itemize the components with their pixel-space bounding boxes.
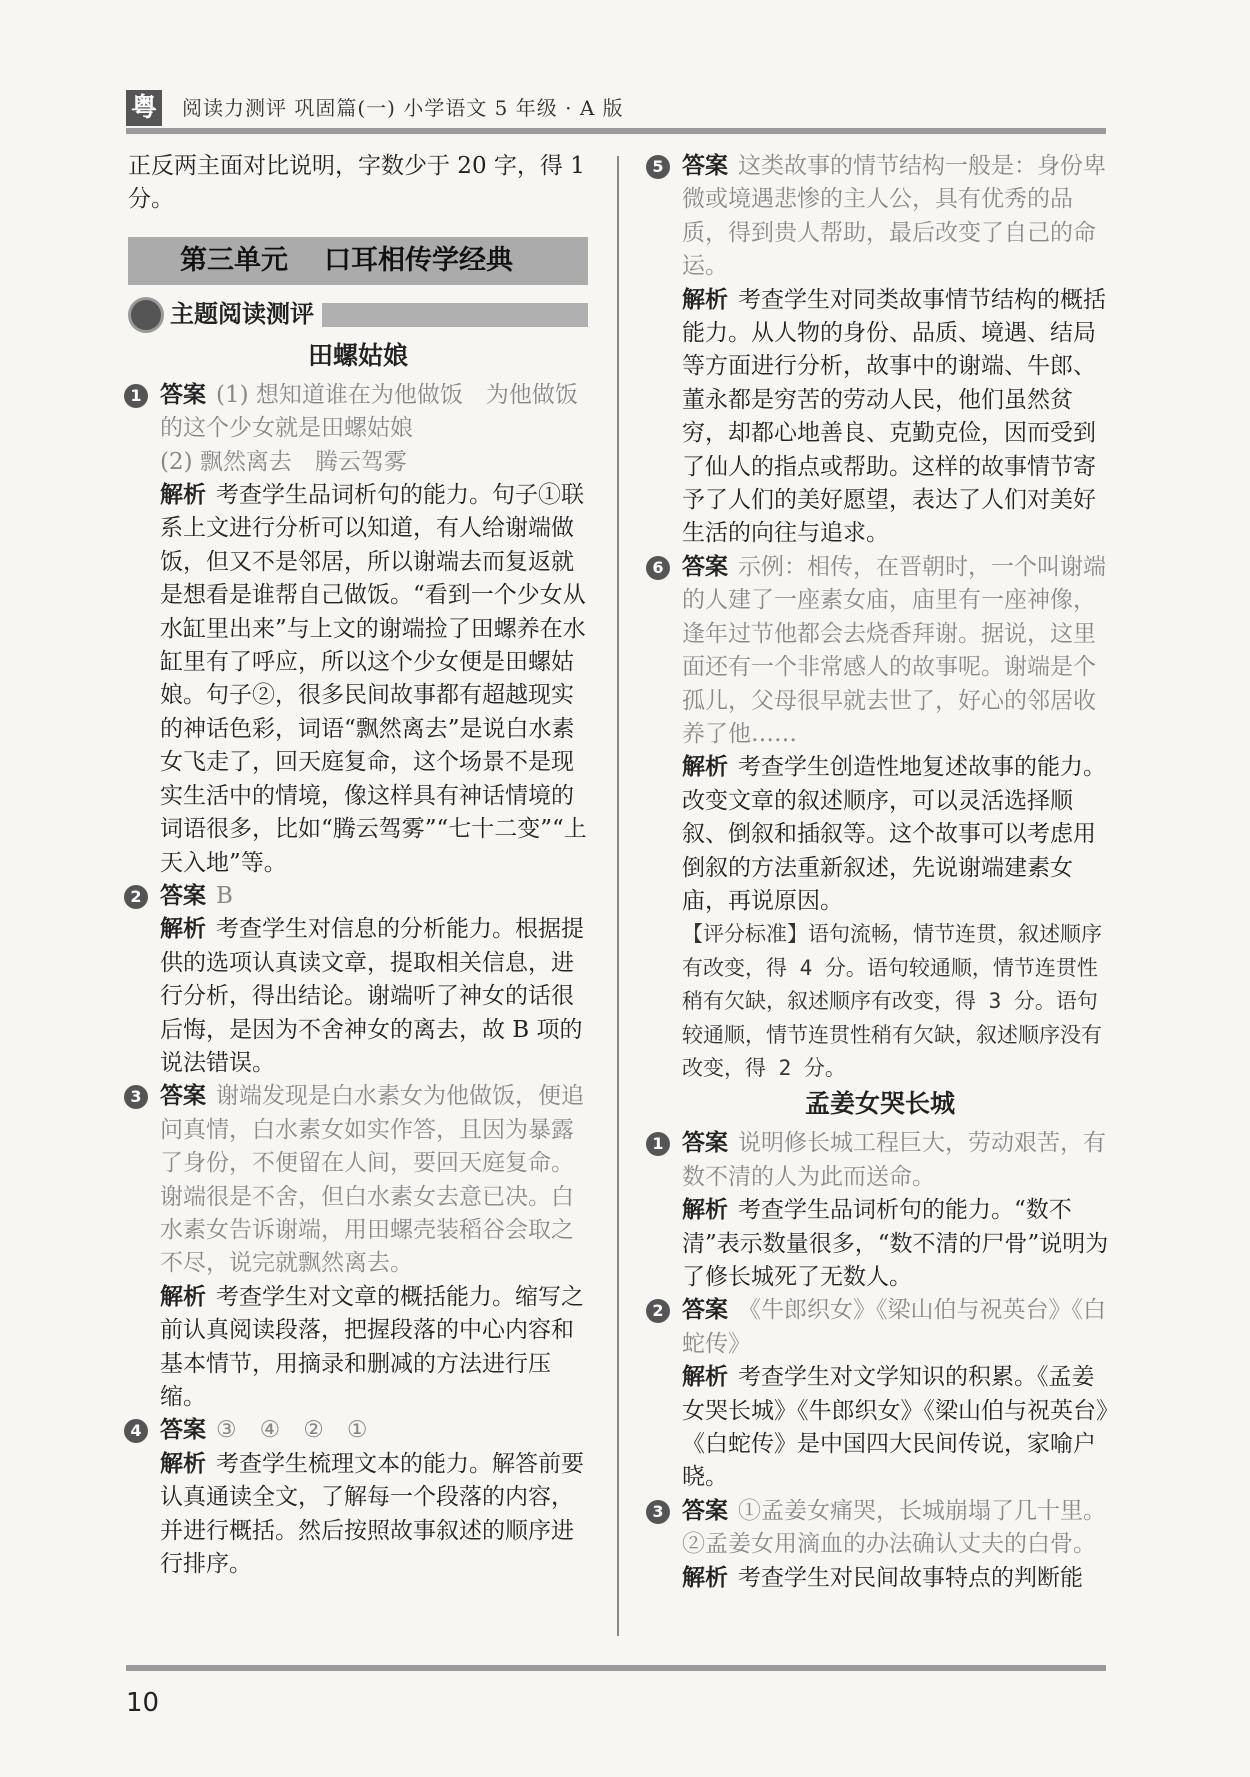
answer-tag: 答案 xyxy=(160,1083,206,1110)
story-title: 孟姜女哭长城 xyxy=(804,1089,955,1119)
answer-tag: 答案 xyxy=(682,553,728,580)
analysis-text: 考查学生品词析句的能力。句子①联系上文进行分析可以知道，有人给谢端做饭，但又不是邻居，所以谢端去而复返就是想看是谁帮自己做饭。“看到一个少女从水缸里出来”与上文的谢端捡了田螺养在水缸里有了呼应，所以这个少女便是田螺姑娘。句子②，很多民间故事都有超越现实的神话色彩，词语“飘然离去”是说白水素女飞走了，回天庭复命，这个场景不是现实生活中的情境，像这样具有神话情境的词语很多，比如“腾云驾雾”“七十二变”“上天入地”等。 xyxy=(160,482,587,876)
answer-item xyxy=(650,150,1110,551)
theme-heading xyxy=(128,295,588,335)
item-number: 2 xyxy=(646,1299,670,1323)
answer-text: ①孟姜女痛哭，长城崩塌了几十里。②孟姜女用滴血的办法确认丈夫的白骨。 xyxy=(682,1497,1106,1558)
analysis-tag: 解析 xyxy=(682,1364,728,1391)
answer-tag: 答案 xyxy=(682,1297,728,1324)
answer-tag: 答案 xyxy=(682,153,728,179)
item-number: 1 xyxy=(646,1132,670,1156)
right-column xyxy=(650,150,1110,1595)
answer-text: 《牛郎织女》《梁山伯与祝英台》《白蛇传》 xyxy=(682,1297,1106,1357)
analysis-text: 考查学生对文学知识的积累。《孟姜女哭长城》《牛郎织女》《梁山伯与祝英台》《白蛇传》是中国四大民间传说，家喻户晓。 xyxy=(682,1364,1108,1491)
theme-bar xyxy=(322,303,588,327)
answer-tag: 答案 xyxy=(682,1130,728,1157)
item-number: 3 xyxy=(646,1500,670,1524)
answer-tag: 答案 xyxy=(160,882,206,909)
unit-number: 第三单元 xyxy=(180,244,288,276)
continuation-text: 正反两主面对比说明，字数少于 20 字，得 1 分。 xyxy=(128,153,585,213)
answer-text: 说明修长城工程巨大，劳动艰苦，有数不清的人为此而送命。 xyxy=(682,1130,1106,1190)
scoring-standard: 【评分标准】语句流畅，情节连贯，叙述顺序有改变，得 4 分。语句较通顺，情节连贯性稍有欠缺，叙述顺序有改变，得 3 分。语句较通顺，情节连贯性稍有欠缺，叙述顺序没有改变，得 2 分。 xyxy=(682,922,1102,1080)
unit-banner xyxy=(128,237,588,285)
analysis-text: 考查学生对信息的分析能力。根据提供的选项认真读文章，提取相关信息，进行分析，得出结论。谢端听了神女的话很后悔，是因为不舍神女的离去，故 B 项的说法错误。 xyxy=(160,916,584,1076)
analysis-tag: 解析 xyxy=(160,482,206,509)
answer-text: B xyxy=(216,882,233,909)
page-number: 10 xyxy=(126,1688,160,1718)
analysis-tag: 解析 xyxy=(160,1450,206,1477)
answer-text: 谢端发现是白水素女为他做饭，便追问真情，白水素女如实作答，且因为暴露了身份，不便留在人间，要回天庭复命。谢端很是不舍，但白水素女去意已决。白水素女告诉谢端，用田螺壳装稻谷会取之不尽，说完就飘然离去。 xyxy=(160,1083,584,1277)
item-number: 3 xyxy=(124,1085,148,1109)
item-number: 4 xyxy=(124,1419,148,1443)
item-number: 6 xyxy=(646,556,670,580)
theme-label: 主题阅读测评 xyxy=(170,300,314,329)
footer-rule xyxy=(126,1665,1106,1671)
answer-item xyxy=(650,551,1110,1086)
analysis-tag: 解析 xyxy=(682,754,728,781)
analysis-text: 考查学生对同类故事情节结构的概括能力。从人物的身份、品质、境遇、结局等方面进行分析，故事中的谢端、牛郎、董永都是穷苦的劳动人民，他们虽然贫穷，却都心地善良、克勤克俭，因而受到了仙人的指点或帮助。这样的故事情节寄予了人们的美好愿望，表达了人们对美好生活的向往与追求。 xyxy=(682,286,1106,547)
owl-icon xyxy=(128,297,164,333)
page-header xyxy=(126,88,1106,128)
answer-tag: 答案 xyxy=(160,1417,206,1444)
header-title: 阅读力测评 巩固篇(一) 小学语文 5 年级 · A 版 xyxy=(182,96,624,120)
story-title: 田螺姑娘 xyxy=(307,340,408,370)
answer-text-2: (2) 飘然离去 腾云驾雾 xyxy=(160,448,407,475)
answer-item xyxy=(650,1294,1110,1494)
analysis-text: 考查学生对民间故事特点的判断能 xyxy=(738,1564,1083,1591)
answer-item xyxy=(128,379,588,880)
answer-text: 这类故事的情节结构一般是：身份卑微或境遇悲惨的主人公，具有优秀的品质，得到贵人帮助，最后改变了自己的命运。 xyxy=(682,153,1106,280)
item-number: 1 xyxy=(124,384,148,408)
answer-tag: 答案 xyxy=(682,1497,728,1524)
answer-text: ③ ④ ② ① xyxy=(216,1417,368,1444)
answer-text: (1) 想知道谁在为他做饭 为他做饭的这个少女就是田螺姑娘 xyxy=(160,381,578,442)
analysis-tag: 解析 xyxy=(682,1197,728,1224)
left-column xyxy=(128,150,588,1581)
analysis-tag: 解析 xyxy=(682,1564,728,1591)
answer-text: 示例：相传，在晋朝时，一个叫谢端的人建了一座素女庙，庙里有一座神像，逢年过节他都会去烧香拜谢。据说，这里面还有一个非常感人的故事呢。谢端是个孤儿，父母很早就去世了，好心的邻居收养了他…… xyxy=(682,553,1106,747)
item-number: 2 xyxy=(124,885,148,909)
item-number: 5 xyxy=(646,155,670,179)
answer-item xyxy=(650,1495,1110,1595)
column-divider xyxy=(617,156,619,1636)
analysis-text: 考查学生品词析句的能力。“数不清”表示数量很多，“数不清的尸骨”说明为了修长城死了无数人。 xyxy=(682,1197,1109,1290)
answer-tag: 答案 xyxy=(160,381,206,408)
logo: 粤 xyxy=(126,90,162,126)
unit-title: 口耳相传学经典 xyxy=(324,244,513,276)
analysis-tag: 解析 xyxy=(682,286,728,313)
analysis-text: 考查学生对文章的概括能力。缩写之前认真阅读段落，把握段落的中心内容和基本情节，用摘录和删减的方法进行压缩。 xyxy=(160,1283,584,1410)
analysis-tag: 解析 xyxy=(160,1283,206,1310)
answer-item xyxy=(128,880,588,1080)
answer-item xyxy=(650,1127,1110,1294)
analysis-text: 考查学生创造性地复述故事的能力。改变文章的叙述顺序，可以灵活选择顺叙、倒叙和插叙等。这个故事可以考虑用倒叙的方法重新叙述，先说谢端建素女庙，再说原因。 xyxy=(682,754,1106,914)
answer-item xyxy=(128,1414,588,1581)
header-rule xyxy=(126,128,1106,134)
analysis-text: 考查学生梳理文本的能力。解答前要认真通读全文，了解每一个段落的内容，并进行概括。然后按照故事叙述的顺序进行排序。 xyxy=(160,1450,584,1578)
answer-item xyxy=(128,1080,588,1414)
analysis-tag: 解析 xyxy=(160,916,206,943)
